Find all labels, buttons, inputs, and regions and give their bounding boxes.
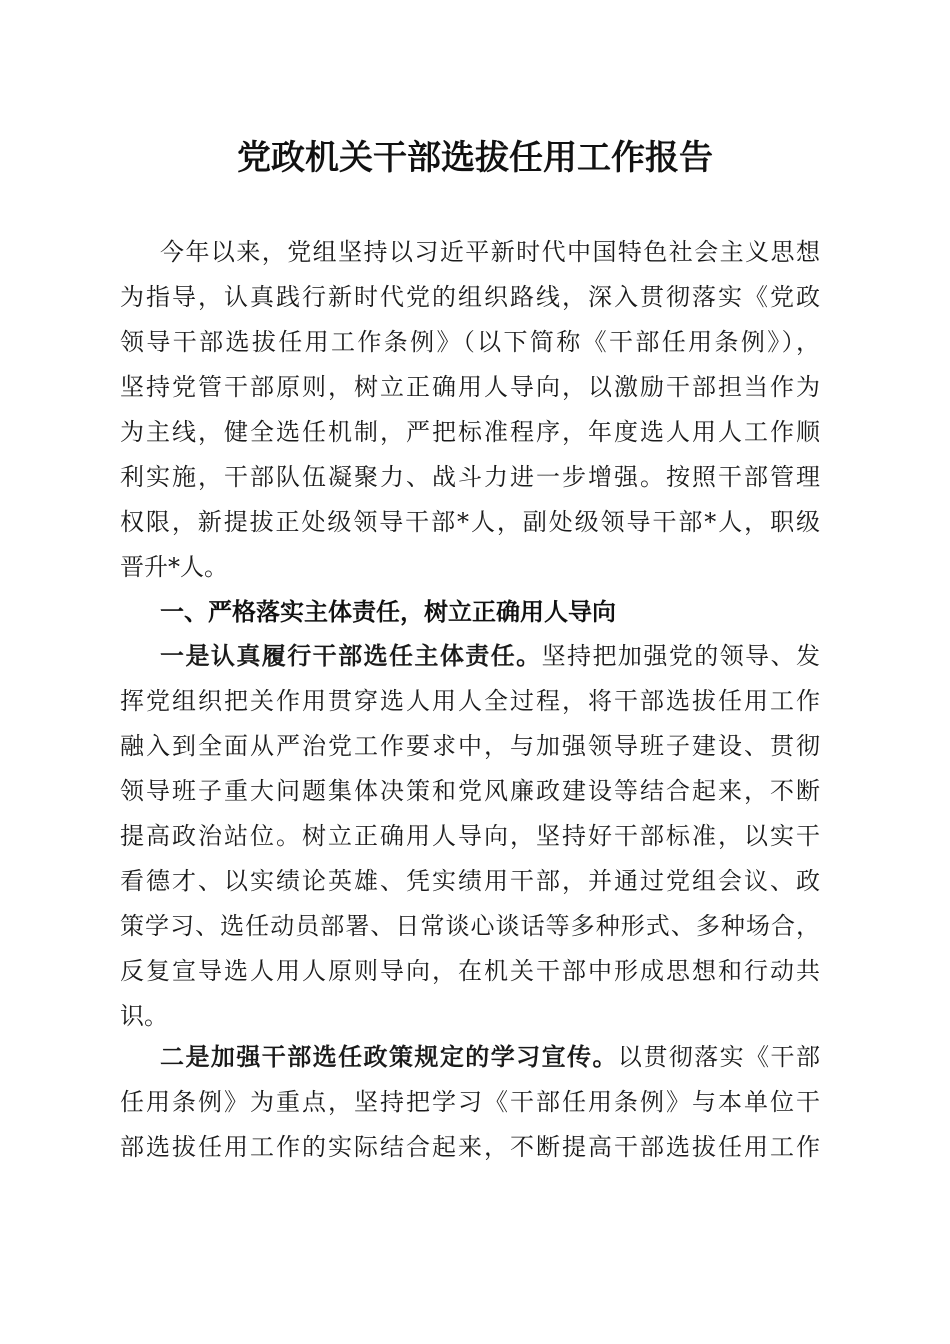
paragraph-line: 融入到全面从严治党工作要求中，与加强领导班子建设、贯彻 <box>120 732 820 760</box>
paragraph-line: 坚持党管干部原则，树立正确用人导向，以激励干部担当作为 <box>120 373 820 401</box>
paragraph-line: 反复宣导选人用人原则导向，在机关干部中形成思想和行动共 <box>120 957 820 985</box>
paragraph-line: 为主线，健全选任机制，严把标准程序，年度选人用人工作顺 <box>120 418 820 446</box>
paragraph-line: 提高政治站位。树立正确用人导向，坚持好干部标准，以实干 <box>120 822 820 850</box>
paragraph-line: 领导班子重大问题集体决策和党风廉政建设等结合起来，不断 <box>120 777 820 805</box>
paragraph-line: 识。 <box>120 1002 168 1030</box>
paragraph-line: 为指导，认真践行新时代党的组织路线，深入贯彻落实《党政 <box>120 283 820 311</box>
paragraph-first-line <box>120 1035 820 1080</box>
paragraph-first-line <box>120 634 820 679</box>
paragraph-line: 策学习、选任动员部署、日常谈心谈话等多种形式、多种场合， <box>120 912 820 940</box>
paragraph-line: 利实施，干部队伍凝聚力、战斗力进一步增强。按照干部管理 <box>120 463 820 491</box>
paragraph-intro <box>120 230 820 590</box>
paragraph-lead: 二是加强干部选任政策规定的学习宣传。 <box>160 1043 618 1071</box>
paragraph-line: 挥党组织把关作用贯穿选人用人全过程，将干部选拔任用工作 <box>120 687 820 715</box>
paragraph-line: 权限，新提拔正处级领导干部*人，副处级领导干部*人，职级 <box>120 508 820 536</box>
paragraph-lead: 一是认真履行干部选任主体责任。 <box>160 642 542 670</box>
paragraph-line: 任用条例》为重点，坚持把学习《干部任用条例》与本单位干 <box>120 1088 820 1116</box>
paragraph-line: 今年以来，党组坚持以习近平新时代中国特色社会主义思想 <box>160 238 820 266</box>
paragraph-line: 晋升*人。 <box>120 553 228 581</box>
paragraph-policy-study <box>120 1035 820 1170</box>
paragraph-responsibility <box>120 634 820 1039</box>
paragraph-line: 部选拔任用工作的实际结合起来，不断提高干部选拔任用工作 <box>120 1133 820 1161</box>
document-title: 党政机关干部选拔任用工作报告 <box>237 138 713 178</box>
paragraph-line: 看德才、以实绩论英雄、凭实绩用干部，并通过党组会议、政 <box>120 867 820 895</box>
paragraph-first-rest: 坚持把加强党的领导、发 <box>541 642 821 670</box>
section-heading: 一、严格落实主体责任，树立正确用人导向 <box>160 598 616 626</box>
paragraph-line: 领导干部选拔任用工作条例》（以下简称《干部任用条例》）， <box>120 328 820 356</box>
paragraph-first-rest: 以贯彻落实《干部 <box>617 1043 821 1071</box>
